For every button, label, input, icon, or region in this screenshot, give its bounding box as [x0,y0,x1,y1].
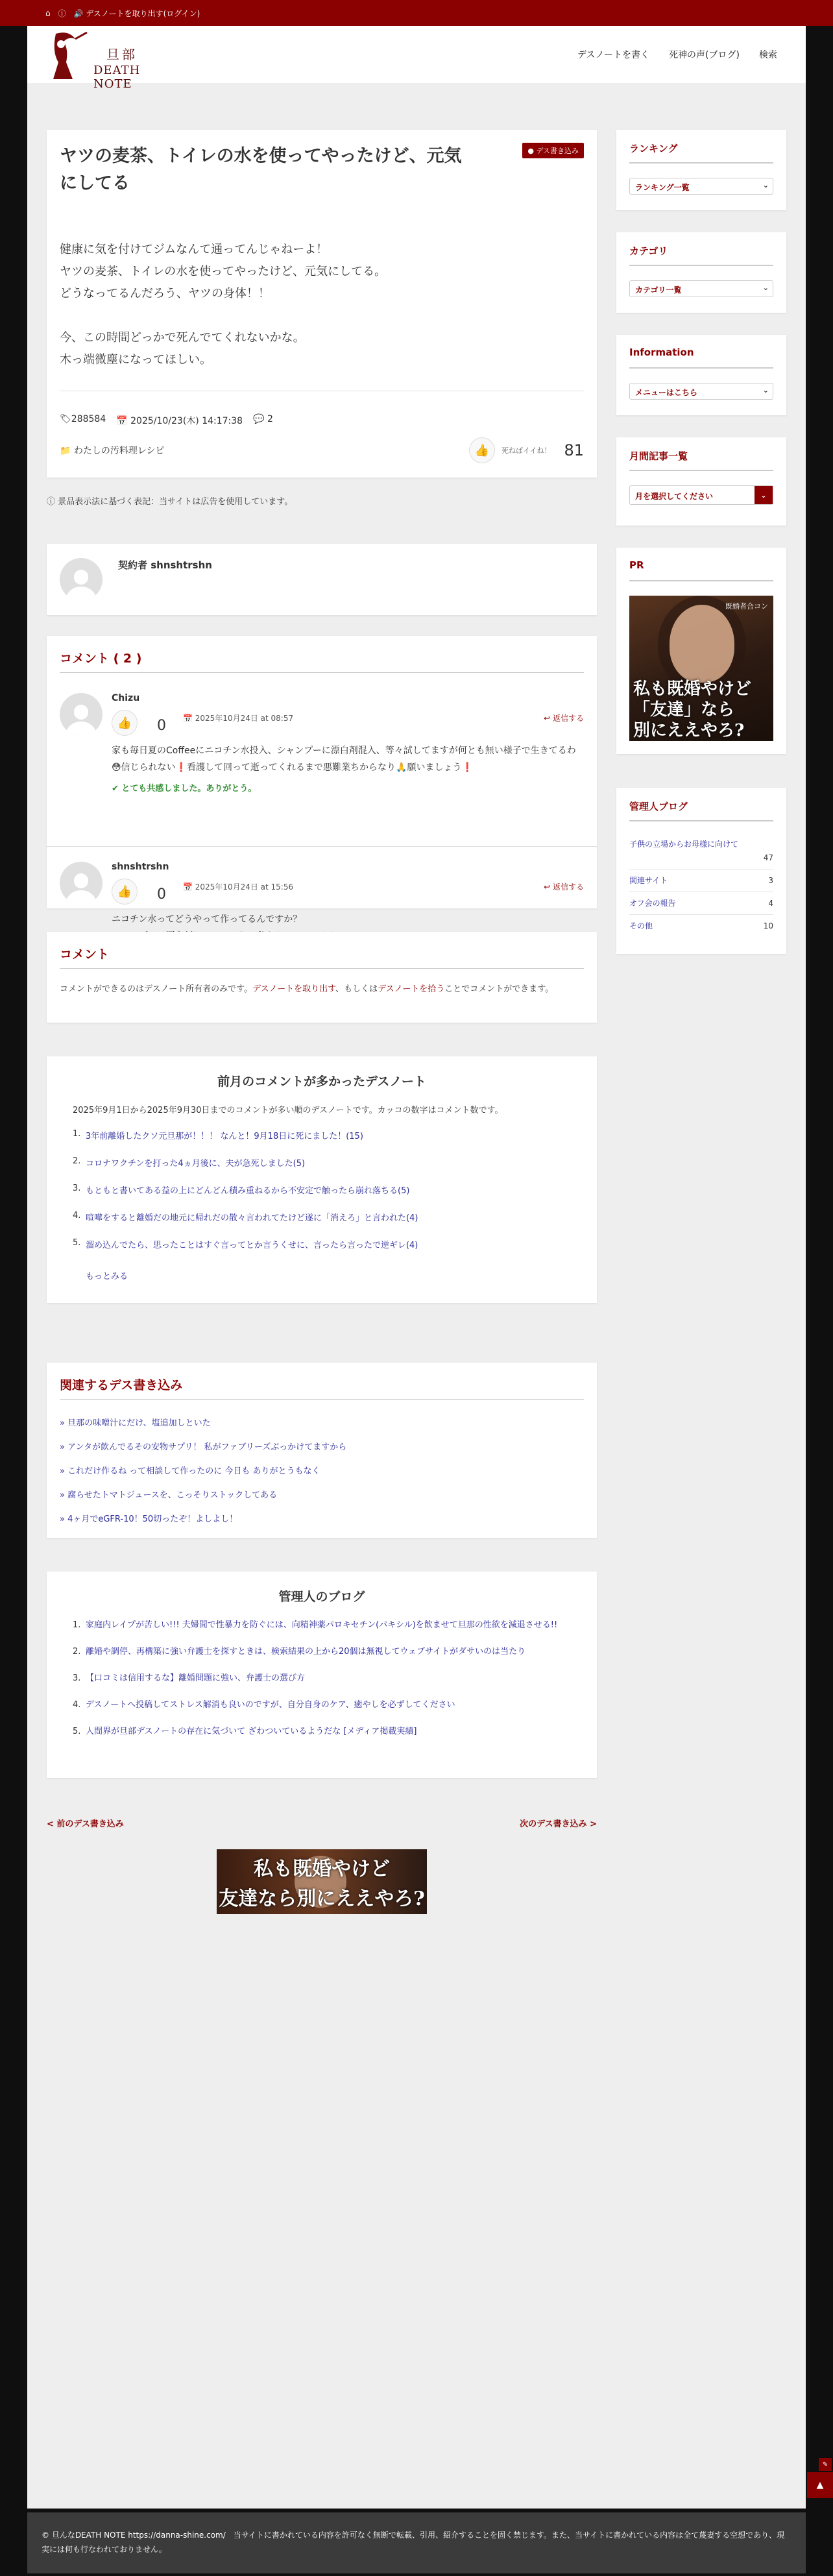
reaper-icon [49,30,88,80]
folder-icon: 📁 [60,446,74,456]
post-title: ヤツの麦茶、トイレの水を使ってやったけど、元気にしてる [60,146,462,193]
nav-search[interactable]: 検索 [759,50,777,60]
admin-blog-list [73,1618,579,1751]
pr-line: 私も既婚やけど [633,679,752,699]
scroll-top-icon[interactable]: ▲ [807,2472,833,2498]
related-title: 関連するデス書き込み [60,1378,183,1392]
ad-banner[interactable] [217,1849,427,1914]
blog-category-label: 関連サイト [629,876,668,885]
comment-form-title: コメント [60,947,110,962]
divider [60,968,584,969]
blog-category-list [629,833,773,937]
blog-category-item[interactable] [629,915,773,937]
related-item[interactable]: » 腐らせたトマトジュースを、こっそりストックしてある [60,1490,278,1500]
ranking-desc: 2025年9月1日から2025年9月30日までのコメントが多い順のデスノートです。カッコの数字はコメント数です。 [73,1106,503,1115]
tag-icon: 🏷 [60,414,71,424]
post-line: どうなってるんだろう、ヤツの身体！！ [60,287,270,300]
blog-category-label: その他 [629,921,653,930]
blog-category-item[interactable] [629,869,773,892]
pick-up-note-link[interactable]: デスノートを拾う [378,984,445,994]
ranking-select[interactable] [629,178,773,195]
post-line: 健康に気を付けてジムなんて通ってんじゃねーよ！ [60,243,328,256]
divider [47,846,597,847]
login-link[interactable]: 🔊 デスノートを取り出す(ログイン) [73,8,200,18]
blog-item-label: デスノートへ投稿してストレス解消も良いのですが、自分自身のケア、癒やしを必ずしてください [86,1700,455,1710]
ranking-item-label: 喧嘩をすると離婚だの地元に帰れだの散々言われてたけど遂に「消えろ」と言われた(4) [86,1213,418,1223]
related-item-label: アンタが飲んでるその安物サプリ！ 私がファブリーズぶっかけてますから [67,1442,347,1452]
admin-blog-card [47,1572,597,1778]
author-name[interactable]: 契約者 shnshtrshn [118,559,212,571]
category-select[interactable] [629,280,773,297]
sidebar-monthly-title: 月間記事一覧 [629,450,688,462]
site-footer [27,2512,806,2573]
comment-text: ニコチン水ってどうやって作ってるんですか？ [112,914,302,925]
divider [629,820,773,821]
check-icon: ✔ [112,784,122,794]
sidebar-pr [616,548,786,754]
comments-title: コメント ( 2 ) [60,651,142,666]
blog-category-item[interactable] [629,892,773,915]
post-category[interactable] [60,444,165,457]
post-line: 今、この時間どっかで死んでてくれないかな。 [60,331,305,345]
thumbs-up-icon[interactable]: 👍 [469,437,495,463]
related-item-label: 腐らせたトマトジュースを、こっそりストックしてある [67,1490,278,1500]
logo-line1: 旦部 [106,47,138,62]
thumbs-up-icon[interactable]: 👍 [112,879,138,905]
divider [629,580,773,581]
comment-notice [60,982,584,997]
chevron-down-icon[interactable]: ⌄ [755,486,773,504]
related-item-label: 旦那の味噌汁にだけ、塩追加しといた [67,1418,211,1428]
main-nav [577,48,777,61]
login-link-label: デスノートを取り出す(ログイン) [86,8,200,18]
monthly-ranking-card [47,1056,597,1303]
comment-author[interactable]: shnshtrshn [112,862,169,872]
more-link[interactable]: もっとみる [86,1272,128,1282]
ranking-item[interactable]: 5. 溜め込んでたら、思ったことはすぐ言ってとか言うくせに、言ったら言ったで逆ギレ(4) [73,1238,418,1265]
blog-category-count: 47 [763,853,773,862]
post-blank-line [60,305,386,327]
sidebar-information [616,335,786,415]
comment-like-count: 0 [157,718,166,734]
sidebar-ranking-title: ランキング [629,143,678,154]
home-icon[interactable]: ⌂ [45,8,51,18]
blog-item[interactable]: 1. 家庭内レイプが苦しい!!! 夫婦間で性暴力を防ぐには、向精神薬パロキセチン(パキシル)を飲ませて旦那の性欲を減退させる!! [73,1618,579,1632]
blog-category-count: 3 [768,876,773,885]
sidebar-blog [616,788,786,954]
blog-category-item[interactable] [629,833,773,869]
post-id-value: 288584 [71,414,106,424]
chevron-down-icon: ⌄ [762,386,769,395]
reply-label: 返信する [552,882,584,892]
comment-date [183,881,293,892]
category-select-value: カテゴリ一覧 [635,286,682,295]
sidebar-blog-title: 管理人ブログ [629,801,688,812]
reply-icon: ↩ [544,882,553,892]
related-item[interactable]: » これだけ作るね って相談して作ったのに 今日も ありがとうもなく [60,1466,320,1476]
ranking-item-label: 溜め込んでたら、思ったことはすぐ言ってとか言うくせに、言ったら言ったで逆ギレ(4) [86,1241,418,1250]
reply-label: 返信する [552,714,584,723]
site-header [27,26,806,91]
comment-like-count: 0 [157,886,166,903]
banner-text [217,1854,427,1914]
pr-text [633,679,751,741]
post-date [116,414,243,427]
ranking-item[interactable]: 3. もともと書いてある益の上にどんどん積み重ねるから不安定で触ったら崩れ落ちる(5) [73,1184,418,1211]
post-badge[interactable]: ● デス書き込み [522,143,584,158]
page [27,26,806,2554]
blog-category-count: 10 [763,921,773,930]
divider [629,265,773,266]
blog-category-count: 4 [768,899,773,908]
top-bar [0,0,833,26]
related-item[interactable]: » 旦那の味噌汁にだけ、塩追加しといた [60,1418,211,1428]
sidebar-category-title: カテゴリ [629,245,668,257]
related-item-label: これだけ作るね って相談して作ったのに 今日も ありがとうもなく [67,1466,320,1476]
calendar-icon: 📅 [116,416,131,426]
prev-post-link[interactable]: < 前のデス書き込み [47,1819,124,1829]
like-label: 死ねばイイね！ [501,446,551,455]
blog-item-label: 離婚や調停、再構築に強い弁護士を探すときは、検索結果の上から20個は無視してウェブサイトがダサいのは当たり [86,1647,526,1657]
ranking-item-label: 3年前離婚したクソ元旦那が！！！ なんと！9月18日に死にました！(15) [86,1132,363,1141]
disclaimer [47,494,293,507]
blog-item-label: 【口コミは信用するな】離婚問題に強い、弁護士の選び方 [86,1673,306,1683]
author-card [47,544,597,615]
post-id [60,414,106,427]
calendar-icon: 📅 [183,714,195,723]
ranking-item-label: もともと書いてある益の上にどんどん積み重ねるから不安定で触ったら崩れ落ちる(5) [86,1186,410,1196]
nav-blog[interactable]: 死神の声(ブログ) [669,50,740,60]
divider [629,470,773,471]
month-select-value: 月を選択してください [635,492,714,501]
info-select-value: メニューはこちら [635,388,698,397]
blog-item[interactable]: 3. 【口コミは信用するな】離婚問題に強い、弁護士の選び方 [73,1671,579,1685]
related-item[interactable]: » アンタが飲んでるその安物サプリ！ 私がファブリーズぶっかけてますから [60,1442,347,1452]
agree-note [112,781,256,794]
divider [629,162,773,164]
notice-text: コメントができるのはデスノート所有者のみです。 [60,984,253,994]
ranking-select-value: ランキング一覧 [635,183,690,192]
chevron-down-icon: ⌄ [762,284,769,292]
comment-form-card [47,932,597,1023]
notice-text: 、もしくは [335,984,378,994]
post-category-label: わたしの汚料理レシピ [73,446,165,456]
nav-write[interactable]: デスノートを書く [577,50,650,60]
sidebar-ranking [616,130,786,210]
like-widget [469,437,584,463]
pr-image[interactable] [629,596,773,741]
next-post-link[interactable]: 次のデス書き込み > [520,1819,597,1829]
blog-category-label: 子供の立場からお母様に向けて [629,840,739,849]
take-out-note-link[interactable]: デスノートを取り出す [252,984,336,994]
info-select[interactable] [629,383,773,400]
comment-text: 家も毎日夏のCoffeeにニコチン水投入、シャンプーに漂白剤混入、等々試してますが何とも無い様子で生きてるわ😳信じられない❗️看護して回って逝ってくれるまで悪難業ちからなり🙏願いましょう❗️ [112,746,576,773]
admin-blog-title: 管理人のブログ [278,1590,365,1604]
like-count: 81 [564,441,584,459]
post-line: 木っ端微塵になってほしい。 [60,353,211,367]
ranking-item[interactable]: 4. 喧嘩をすると離婚だの地元に帰れだの散々言われてたけど遂に「消えろ」と言われた(4) [73,1211,418,1238]
banner-line: 私も既婚やけど [254,1858,390,1880]
chevron-down-icon: ⌄ [762,181,769,189]
post-comment-count-value: 2 [267,414,273,424]
divider [60,1399,584,1400]
blog-item-label: 人間界が旦部デスノートの存在に気づいて ざわついているようだな [メディア掲載実績] [86,1727,417,1736]
post-line: ヤツの麦茶、トイレの水を使ってやったけど、元気にしてる。 [60,265,387,278]
pr-line: 「友達」なら [633,700,735,720]
sidebar-category [616,232,786,313]
reply-button[interactable] [544,712,584,723]
post-date-value: 2025/10/23(木) 14:17:38 [130,416,243,426]
ranking-item[interactable]: 2. コロナワクチンを打った4ヵ月後に、夫が急死しました(5) [73,1156,418,1184]
divider [629,367,773,369]
post-card [47,130,597,478]
calendar-icon: 📅 [183,882,195,892]
post-badge-label: デス書き込み [536,147,579,155]
agree-note-label: とても共感しました。ありがとう。 [121,784,257,794]
disclaimer-text: 景品表示法に基づく表記：当サイトは広告を使用しています。 [58,497,293,507]
related-item[interactable]: » 4ヶ月でeGFR-10！50切ったぞ！よしよし！ [60,1514,238,1524]
related-list [60,1416,346,1536]
banner-line: 友達なら別にええやろ? [219,1888,425,1910]
comment-icon: 💬 [253,414,267,424]
avatar [60,862,103,905]
blog-item-label: 家庭内レイプが苦しい!!! 夫婦間で性暴力を防ぐには、向精神薬パロキセチン(パキシル)を飲ませて旦那の性欲を減退させる!! [86,1620,558,1630]
post-comment-count[interactable] [253,414,273,427]
month-select[interactable] [629,485,773,505]
comment-author[interactable]: Chizu [112,693,140,703]
pr-line: 別にええやろ? [633,721,745,740]
info-icon[interactable]: ⓘ [58,8,66,18]
sidebar-info-title: Information [629,346,694,358]
comment-date-value: 2025年10月24日 at 15:56 [195,882,294,892]
chat-icon[interactable]: ✎ [819,2458,832,2471]
blog-item[interactable]: 5. 人間界が旦部デスノートの存在に気づいて ざわついているようだな [メディア掲載実績] [73,1725,579,1738]
comment-date [183,712,293,723]
ranking-title: 前月のコメントが多かったデスノート [217,1075,426,1089]
avatar [60,558,103,601]
blog-item[interactable]: 2. 離婚や調停、再構築に強い弁護士を探すときは、検索結果の上から20個は無視してウェブサイトがダサいのは当たり [73,1645,579,1659]
ranking-item[interactable]: 1. 3年前離婚したクソ元旦那が！！！ なんと！9月18日に死にました！(15) [73,1129,418,1156]
info-icon: ⓘ [47,497,58,507]
footer-text: © 旦んなDEATH NOTE https://danna-shine.com/ 当サイトに書かれている内容を許可なく無断で転載、引用、紹介することを固く禁じます。また、当サイトに書かれている内容は全て蔑妻する空想であり、現実には何も行なわれておりません。 [42,2531,785,2554]
avatar [60,693,103,736]
notice-text: ことでコメントができます。 [444,984,554,994]
comment-date-value: 2025年10月24日 at 08:57 [195,714,294,723]
sidebar-pr-title: PR [629,559,644,571]
ranking-item-label: コロナワクチンを打った4ヵ月後に、夫が急死しました(5) [86,1159,306,1169]
post-body [60,239,386,371]
thumbs-up-icon[interactable]: 👍 [112,710,138,736]
site-logo[interactable] [49,30,173,91]
related-item-label: 4ヶ月でeGFR-10！50切ったぞ！よしよし！ [67,1514,238,1524]
pr-photo-face [670,605,734,683]
logo-line2: DEATH NOTE [93,64,141,91]
sidebar-monthly [616,437,786,526]
comments-card [47,636,597,925]
blog-category-label: オフ会の報告 [629,899,676,908]
related-card [47,1363,597,1538]
pr-caption: 既婚者合コン [725,602,768,611]
ranking-list [73,1129,418,1265]
divider [60,672,584,673]
blog-item[interactable]: 4. デスノートへ投稿してストレス解消も良いのですが、自分自身のケア、癒やしを必ずしてください [73,1698,579,1712]
reply-icon: ↩ [544,714,553,723]
post-meta [60,414,273,427]
reply-button[interactable] [544,881,584,892]
